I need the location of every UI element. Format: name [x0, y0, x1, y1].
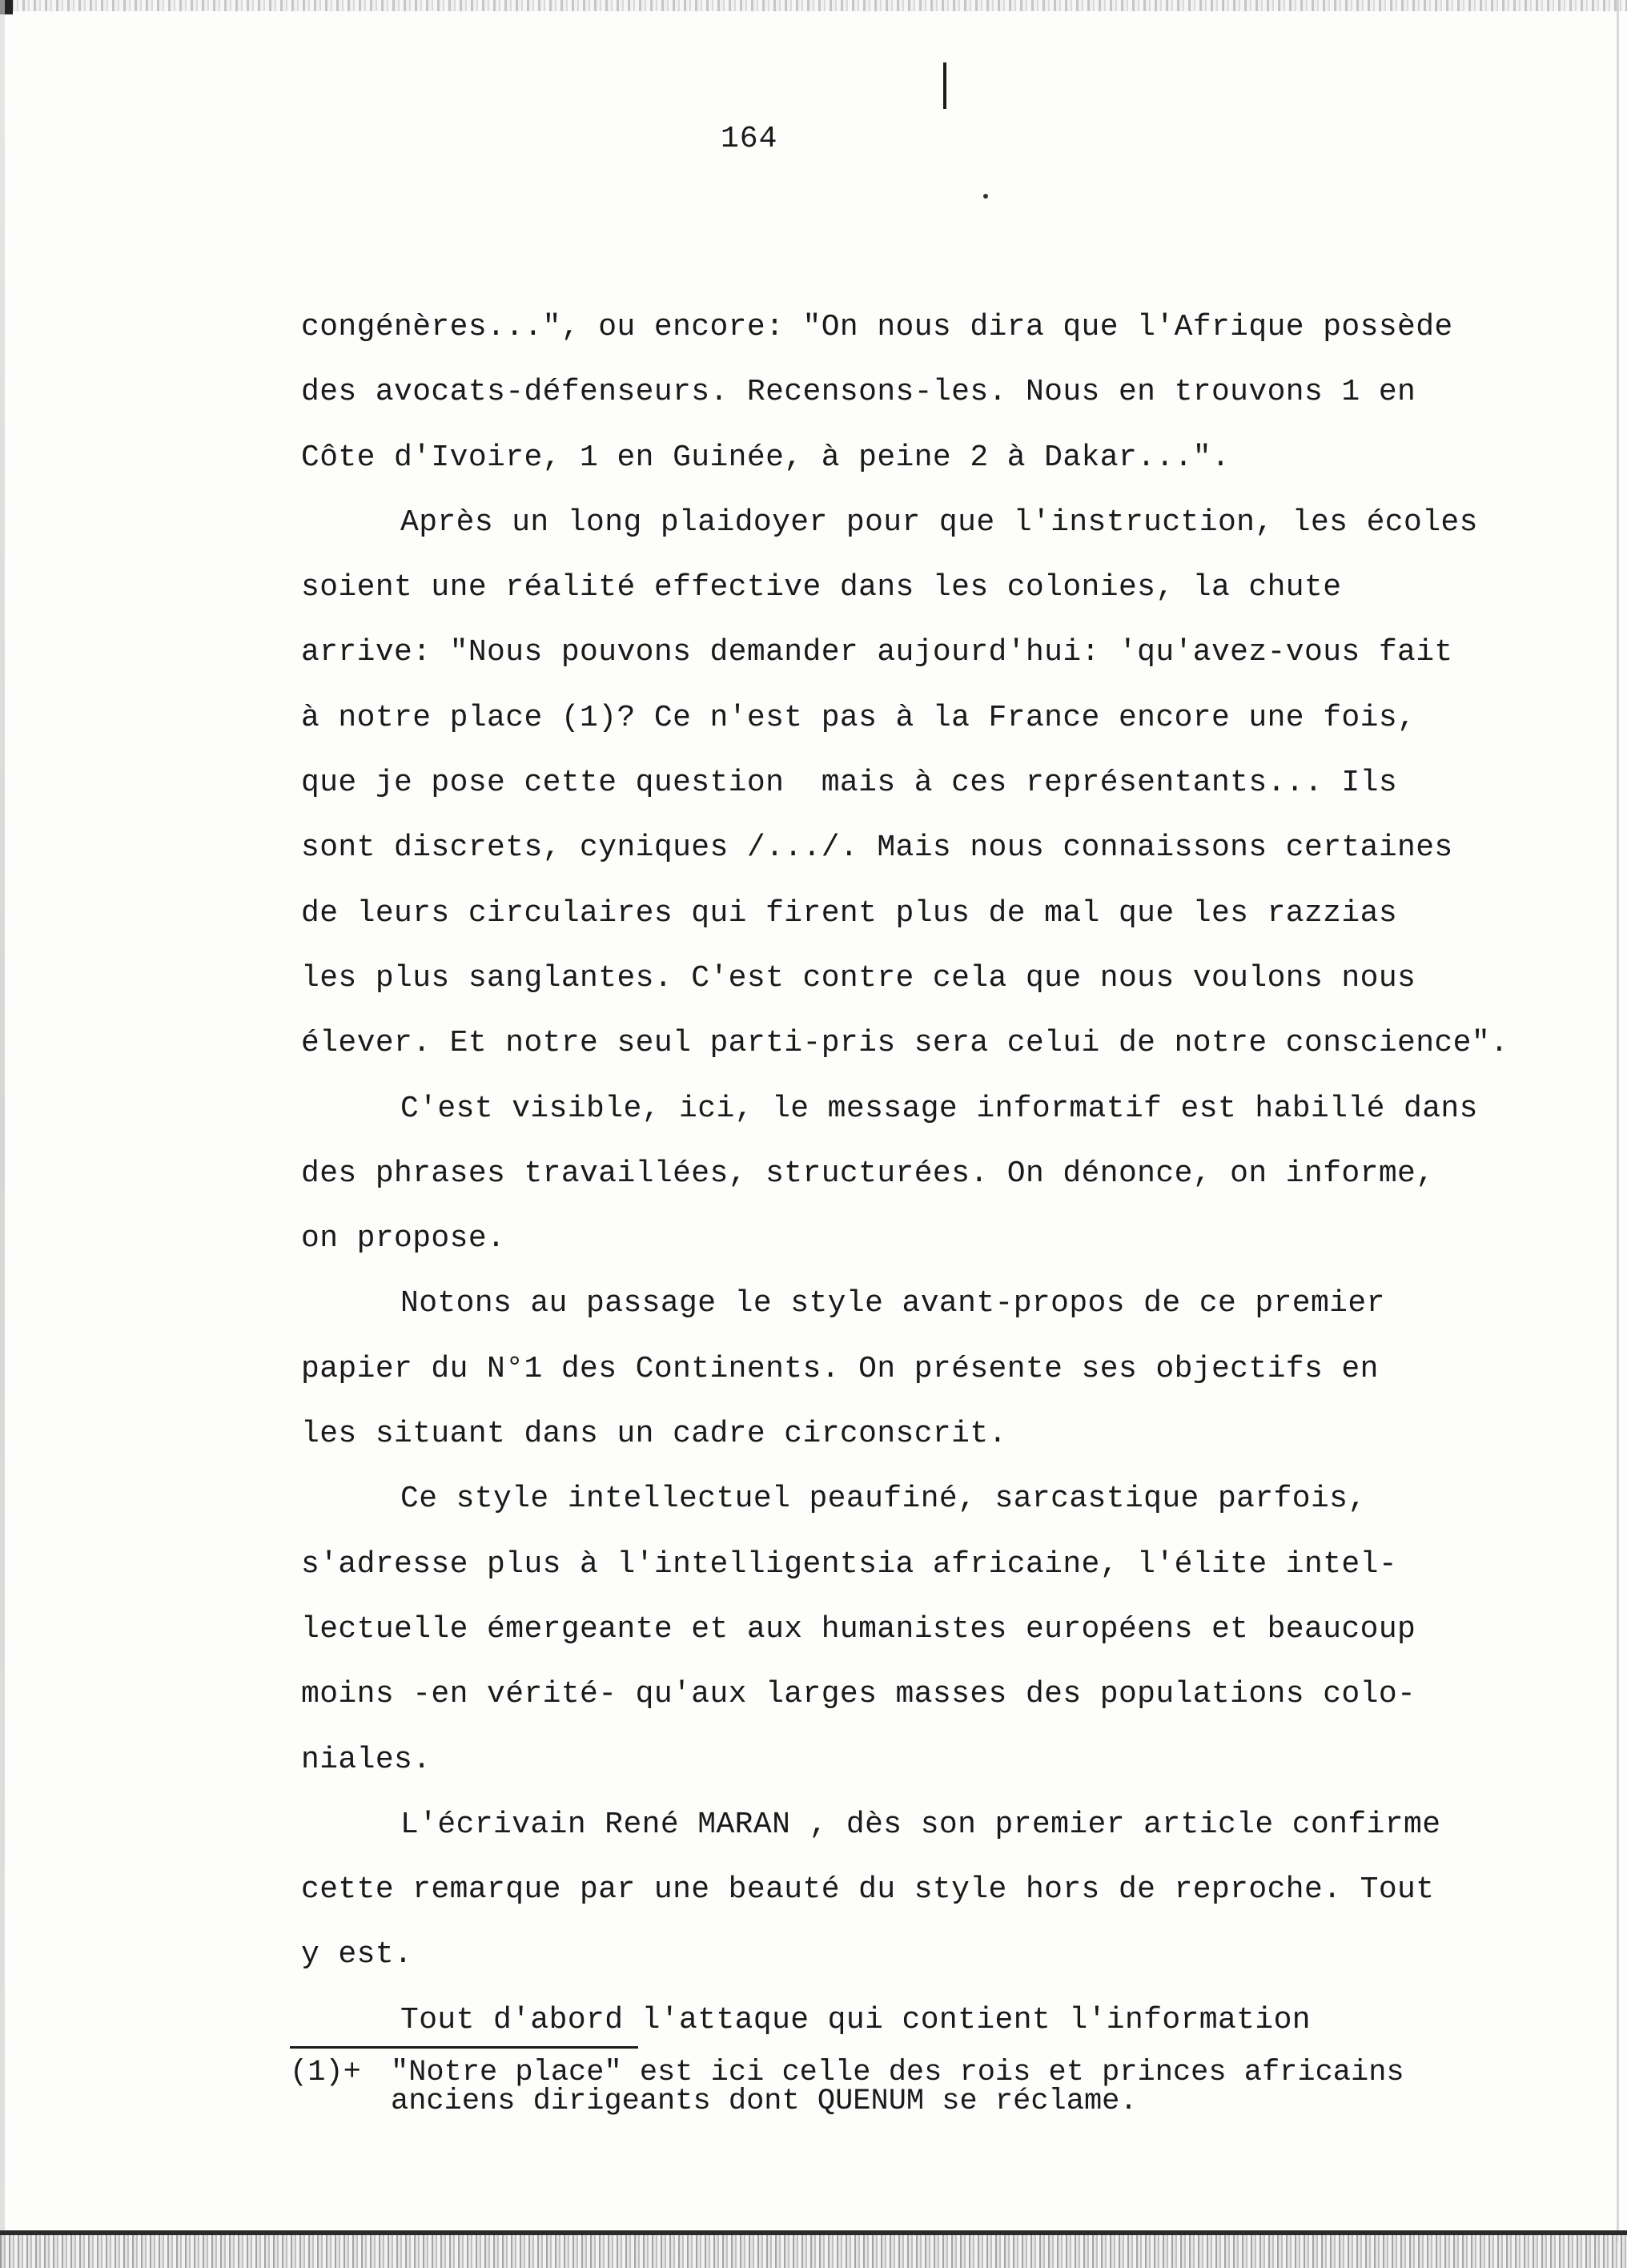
footnote-marker: (1)+ — [290, 2056, 361, 2089]
text-line: sont discrets, cyniques /.../. Mais nous connaissons certaines — [301, 830, 1453, 866]
text-line: les plus sanglantes. C'est contre cela que nous voulons nous — [301, 960, 1416, 995]
text-line: papier du N°1 des Continents. On présente ses objectifs en — [301, 1351, 1379, 1386]
text-line: Ce style intellectuel peaufiné, sarcastique parfois, — [400, 1482, 1367, 1517]
paragraph — [301, 490, 1582, 1076]
footnote-row — [290, 2058, 1587, 2087]
page-number: 164 — [721, 122, 778, 156]
paragraph — [301, 295, 1582, 490]
text-line: congénères...", ou encore: "On nous dira que l'Afrique possède — [301, 310, 1453, 344]
scan-edge-left — [0, 0, 5, 2268]
text-line: C'est visible, ici, le message informatif est habillé dans — [400, 1091, 1478, 1126]
text-line: s'adresse plus à l'intelligentsia africaine, l'élite intel- — [301, 1546, 1398, 1582]
text-line: des phrases travaillées, structurées. On dénonce, on informe, — [301, 1156, 1435, 1191]
text-line: y est. — [301, 1937, 413, 1972]
paragraph — [301, 1271, 1582, 1466]
text-line: niales. — [301, 1742, 432, 1777]
body-text — [301, 295, 1582, 2053]
footnote-rule — [290, 2046, 638, 2049]
text-line: lectuelle émergeante et aux humanistes européens et beaucoup — [301, 1611, 1416, 1647]
text-line: les situant dans un cadre circonscrit. — [301, 1417, 1007, 1452]
text-line: Tout d'abord l'attaque qui contient l'information — [400, 2002, 1311, 2037]
footnote-text: "Notre place" est ici celle des rois et princes africains — [391, 2056, 1404, 2089]
text-line: que je pose cette question mais à ces représentants... Ils — [301, 766, 1398, 801]
text-line: soient une réalité effective dans les colonies, la chute — [301, 570, 1342, 605]
text-line: élever. Et notre seul parti-pris sera celui de notre conscience". — [301, 1026, 1509, 1061]
text-line: des avocats-défenseurs. Recensons-les. Nous en trouvons 1 en — [301, 375, 1416, 410]
scan-edge-bottom — [0, 2235, 1627, 2268]
text-line: moins -en vérité- qu'aux larges masses des populations colo- — [301, 1677, 1416, 1712]
text-line: on propose. — [301, 1221, 506, 1257]
text-line: Notons au passage le style avant-propos de ce premier — [400, 1286, 1385, 1321]
margin-dot — [983, 194, 988, 199]
text-line: cette remarque par une beauté du style hors de reproche. Tout — [301, 1872, 1435, 1908]
text-line: Après un long plaidoyer pour que l'instruction, les écoles — [400, 505, 1478, 540]
margin-mark — [943, 62, 946, 109]
scan-edge-top — [0, 0, 1627, 11]
paragraph — [301, 1988, 1582, 2053]
text-line: de leurs circulaires qui firent plus de mal que les razzias — [301, 895, 1398, 931]
paragraph — [301, 1076, 1582, 1272]
text-line: Côte d'Ivoire, 1 en Guinée, à peine 2 à Dakar...". — [301, 440, 1231, 475]
footnote — [290, 2058, 1587, 2116]
paragraph — [301, 1792, 1582, 1988]
footnote-text: anciens dirigeants dont QUENUM se réclame. — [391, 2085, 1138, 2118]
text-line: L'écrivain René MARAN , dès son premier article confirme — [400, 1807, 1441, 1842]
scan-edge-right — [1617, 0, 1619, 2242]
text-line: arrive: "Nous pouvons demander aujourd'hui: 'qu'avez-vous fait — [301, 635, 1453, 670]
paragraph — [301, 1466, 1582, 1791]
text-line: à notre place (1)? Ce n'est pas à la France encore une fois, — [301, 700, 1416, 735]
